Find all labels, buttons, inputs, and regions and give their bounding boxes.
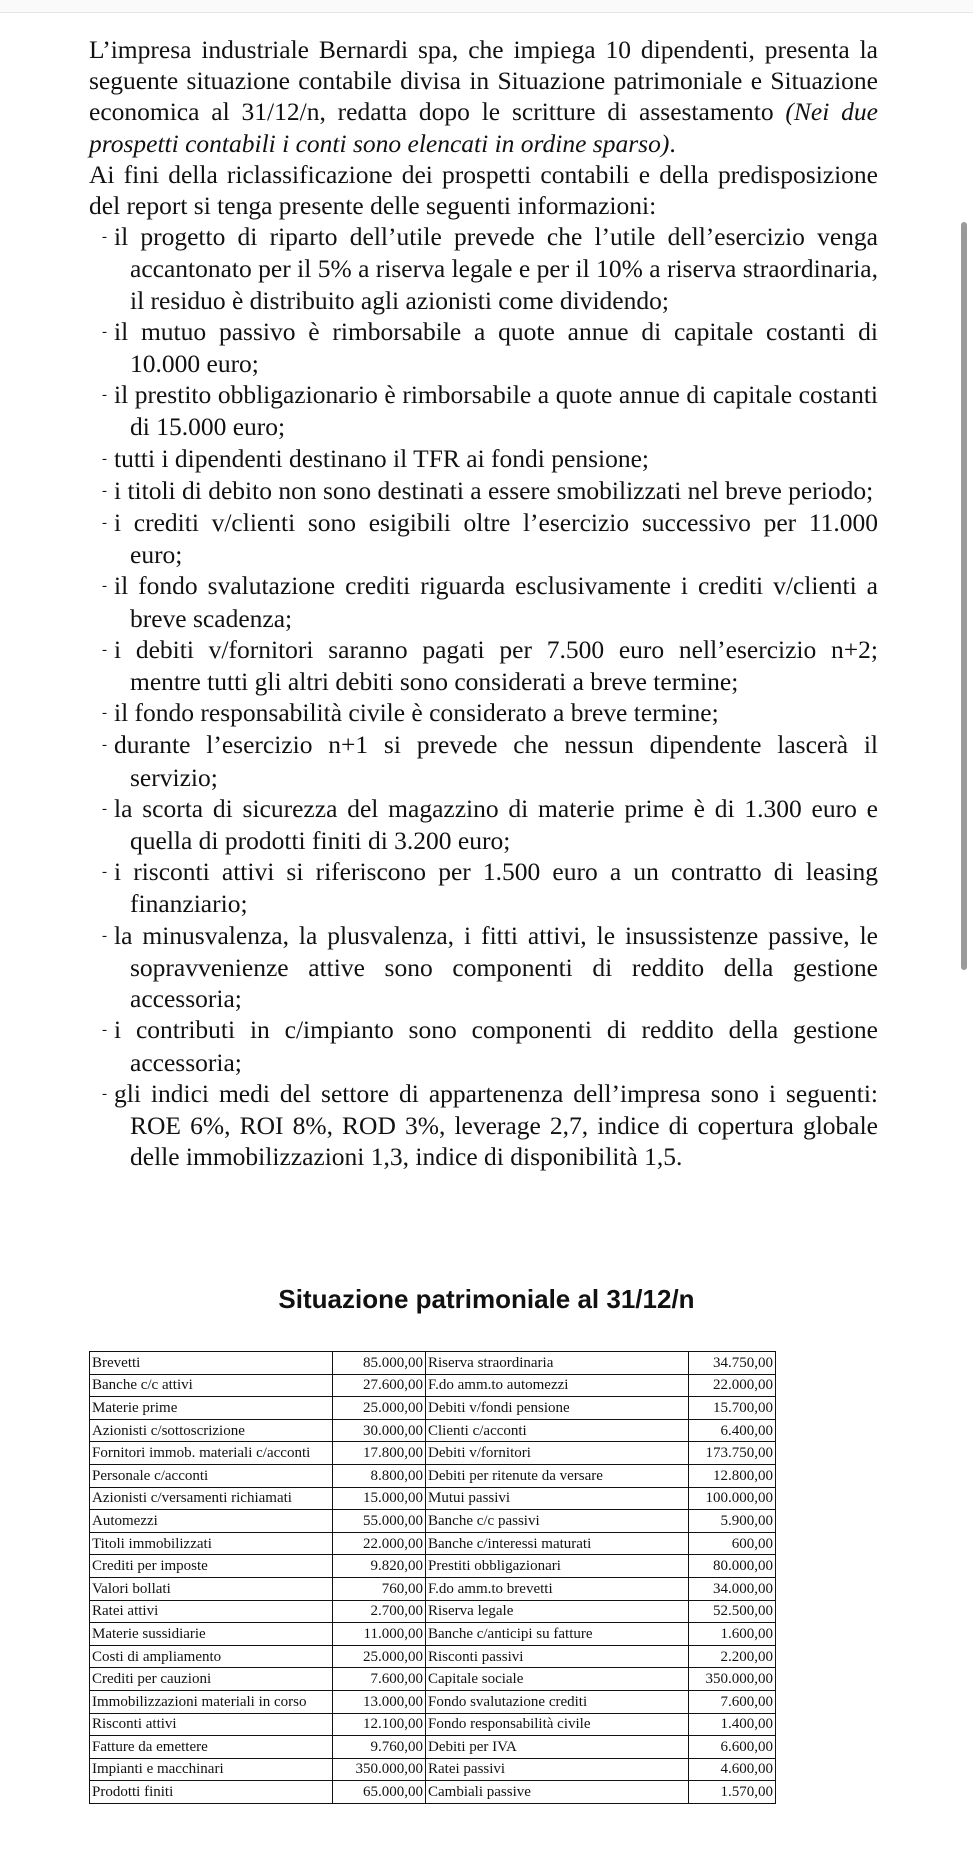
info-item: - il mutuo passivo è rimborsabile a quote annue di capitale costanti di 10.000 euro; [102, 316, 878, 379]
table-row [90, 1645, 776, 1668]
info-item: - il progetto di riparto dell’utile prevede che l’utile dell’esercizio venga accantonato per il 5% a riserva legale e per il 10% a riserva straordinaria, il residuo è distribuito agli azionisti come dividendo; [102, 222, 878, 315]
asset-amount: 85.000,00 [333, 1352, 426, 1375]
table-row [90, 1374, 776, 1397]
table-row [90, 1668, 776, 1691]
scrollbar-thumb[interactable] [961, 222, 967, 970]
liability-account: Debiti v/fornitori [426, 1442, 689, 1465]
liability-amount: 7.600,00 [689, 1690, 776, 1713]
document-body [89, 34, 878, 1172]
info-item: - i titoli di debito non sono destinati a essere smobilizzati nel breve periodo; [102, 475, 874, 505]
liability-account: Fondo responsabilità civile [426, 1713, 689, 1736]
liability-account: Debiti per IVA [426, 1736, 689, 1759]
asset-amount: 350.000,00 [333, 1758, 426, 1781]
liability-account: Clienti c/acconti [426, 1419, 689, 1442]
liability-account: Capitale sociale [426, 1668, 689, 1691]
liability-amount: 1.600,00 [689, 1623, 776, 1646]
liability-account: Debiti v/fondi pensione [426, 1397, 689, 1420]
asset-amount: 25.000,00 [333, 1397, 426, 1420]
info-item: - i contributi in c/impianto sono componenti di reddito della gestione accessoria; [102, 1015, 878, 1077]
table-title: Situazione patrimoniale al 31/12/n [278, 1284, 695, 1314]
asset-amount: 2.700,00 [333, 1600, 426, 1623]
liability-account: Riserva straordinaria [426, 1352, 689, 1375]
asset-amount: 55.000,00 [333, 1510, 426, 1533]
intro-text: L’impresa industriale Bernardi spa, che impiega 10 dipendenti, presenta la seguente situazione contabile divisa in Situazione patrimoniale e Situazione economica al 31/12/n, redatta dopo le scritture di assestamento [89, 35, 878, 127]
intro-end: . [669, 128, 676, 158]
table-row [90, 1397, 776, 1420]
balance-sheet-body [90, 1352, 776, 1804]
liability-amount: 1.570,00 [689, 1781, 776, 1804]
asset-account: Risconti attivi [90, 1713, 333, 1736]
intro-note: (Nei due prospetti contabili i conti sono elencati in ordine sparso) [89, 97, 878, 158]
asset-account: Crediti per cauzioni [90, 1668, 333, 1691]
asset-account: Materie sussidiarie [90, 1623, 333, 1646]
asset-amount: 8.800,00 [333, 1464, 426, 1487]
info-item: - il fondo svalutazione crediti riguarda esclusivamente i crediti v/clienti a breve scadenza; [102, 571, 878, 633]
liability-amount: 52.500,00 [689, 1600, 776, 1623]
asset-account: Fatture da emettere [90, 1736, 333, 1759]
liability-account: Risconti passivi [426, 1645, 689, 1668]
liability-account: Debiti per ritenute da versare [426, 1464, 689, 1487]
table-row [90, 1758, 776, 1781]
balance-sheet-table [89, 1351, 776, 1804]
table-row [90, 1690, 776, 1713]
liability-account: Ratei passivi [426, 1758, 689, 1781]
table-row [90, 1781, 776, 1804]
info-item: - la minusvalenza, la plusvalenza, i fitti attivi, le insussistenze passive, le sopravvenienze attive sono componenti di reddito della gestione accessoria; [102, 920, 878, 1014]
liability-account: Cambiali passive [426, 1781, 689, 1804]
liability-account: Banche c/c passivi [426, 1510, 689, 1533]
asset-amount: 15.000,00 [333, 1487, 426, 1510]
liability-account: Riserva legale [426, 1600, 689, 1623]
table-row [90, 1442, 776, 1465]
asset-account: Banche c/c attivi [90, 1374, 333, 1397]
asset-account: Valori bollati [90, 1577, 333, 1600]
asset-amount: 13.000,00 [333, 1690, 426, 1713]
liability-account: Banche c/interessi maturati [426, 1532, 689, 1555]
table-row [90, 1487, 776, 1510]
asset-amount: 65.000,00 [333, 1781, 426, 1804]
table-row [90, 1736, 776, 1759]
table-row [90, 1510, 776, 1533]
asset-amount: 760,00 [333, 1577, 426, 1600]
table-row [90, 1352, 776, 1375]
info-item: - i risconti attivi si riferiscono per 1.500 euro a un contratto di leasing finanziario; [102, 857, 878, 919]
asset-account: Materie prime [90, 1397, 333, 1420]
asset-account: Personale c/acconti [90, 1464, 333, 1487]
asset-account: Crediti per imposte [90, 1555, 333, 1578]
liability-amount: 5.900,00 [689, 1510, 776, 1533]
liability-amount: 80.000,00 [689, 1555, 776, 1578]
info-list [89, 221, 878, 1172]
asset-amount: 22.000,00 [333, 1532, 426, 1555]
asset-account: Azionisti c/versamenti richiamati [90, 1487, 333, 1510]
liability-amount: 12.800,00 [689, 1464, 776, 1487]
liability-amount: 600,00 [689, 1532, 776, 1555]
asset-account: Immobilizzazioni materiali in corso [90, 1690, 333, 1713]
liability-amount: 22.000,00 [689, 1374, 776, 1397]
info-item: - tutti i dipendenti destinano il TFR ai fondi pensione; [102, 443, 649, 473]
asset-amount: 11.000,00 [333, 1623, 426, 1646]
asset-account: Impianti e macchinari [90, 1758, 333, 1781]
liability-amount: 4.600,00 [689, 1758, 776, 1781]
liability-account: Banche c/anticipi su fatture [426, 1623, 689, 1646]
asset-amount: 7.600,00 [333, 1668, 426, 1691]
asset-amount: 25.000,00 [333, 1645, 426, 1668]
asset-account: Titoli immobilizzati [90, 1532, 333, 1555]
info-item: - la scorta di sicurezza del magazzino di materie prime è di 1.300 euro e quella di prodotti finiti di 3.200 euro; [102, 793, 878, 856]
info-item: - il fondo responsabilità civile è considerato a breve termine; [102, 698, 719, 728]
asset-amount: 9.820,00 [333, 1555, 426, 1578]
liability-amount: 6.400,00 [689, 1419, 776, 1442]
asset-account: Brevetti [90, 1352, 333, 1375]
liability-account: Fondo svalutazione crediti [426, 1690, 689, 1713]
liability-amount: 2.200,00 [689, 1645, 776, 1668]
table-row [90, 1464, 776, 1487]
asset-account: Ratei attivi [90, 1600, 333, 1623]
asset-account: Azionisti c/sottoscrizione [90, 1419, 333, 1442]
asset-amount: 27.600,00 [333, 1374, 426, 1397]
info-item: - i crediti v/clienti sono esigibili oltre l’esercizio successivo per 11.000 euro; [102, 508, 878, 570]
liability-account: F.do amm.to automezzi [426, 1374, 689, 1397]
liability-amount: 350.000,00 [689, 1668, 776, 1691]
table-row [90, 1600, 776, 1623]
liability-amount: 6.600,00 [689, 1736, 776, 1759]
asset-amount: 12.100,00 [333, 1713, 426, 1736]
info-item: - i debiti v/fornitori saranno pagati per 7.500 euro nell’esercizio n+2; mentre tutti gli altri debiti sono considerati a breve termine; [102, 634, 878, 697]
table-row [90, 1713, 776, 1736]
info-item: - gli indici medi del settore di appartenenza dell’impresa sono i seguenti: ROE 6%, ROI 8%, ROD 3%, leverage 2,7, indice di copertura globale delle immobilizzazioni 1,3, indice di disponibilità 1,5. [102, 1078, 878, 1172]
asset-account: Automezzi [90, 1510, 333, 1533]
info-item: - il prestito obbligazionario è rimborsabile a quote annue di capitale costanti di 15.000 euro; [102, 380, 878, 442]
liability-amount: 34.750,00 [689, 1352, 776, 1375]
intro-paragraph [89, 34, 878, 159]
liability-amount: 100.000,00 [689, 1487, 776, 1510]
asset-amount: 30.000,00 [333, 1419, 426, 1442]
top-edge [0, 0, 973, 13]
liability-account: Mutui passivi [426, 1487, 689, 1510]
liability-account: Prestiti obbligazionari [426, 1555, 689, 1578]
asset-amount: 17.800,00 [333, 1442, 426, 1465]
asset-account: Costi di ampliamento [90, 1645, 333, 1668]
asset-account: Fornitori immob. materiali c/acconti [90, 1442, 333, 1465]
liability-amount: 173.750,00 [689, 1442, 776, 1465]
liability-account: F.do amm.to brevetti [426, 1577, 689, 1600]
asset-account: Prodotti finiti [90, 1781, 333, 1804]
table-row [90, 1577, 776, 1600]
table-row [90, 1555, 776, 1578]
liability-amount: 15.700,00 [689, 1397, 776, 1420]
lead-paragraph: Ai fini della riclassificazione dei prospetti contabili e della predisposizione del report si tenga presente delle seguenti informazioni: [89, 159, 878, 221]
asset-amount: 9.760,00 [333, 1736, 426, 1759]
table-row [90, 1623, 776, 1646]
liability-amount: 1.400,00 [689, 1713, 776, 1736]
info-item: - durante l’esercizio n+1 si prevede che nessun dipendente lascerà il servizio; [102, 730, 878, 792]
table-row [90, 1419, 776, 1442]
liability-amount: 34.000,00 [689, 1577, 776, 1600]
table-row [90, 1532, 776, 1555]
